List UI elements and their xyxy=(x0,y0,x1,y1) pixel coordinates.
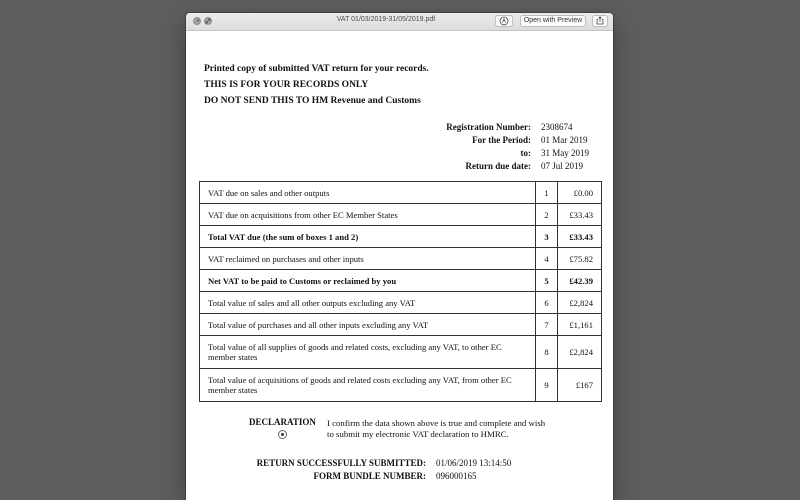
box-number: 7 xyxy=(536,314,558,336)
registration-number-label: Registration Number: xyxy=(446,122,531,132)
window-title: VAT 01/03/2019-31/05/2019.pdf xyxy=(336,16,436,23)
row-description: Total VAT due (the sum of boxes 1 and 2) xyxy=(200,226,536,248)
table-row xyxy=(200,292,602,314)
row-amount: £0.00 xyxy=(558,182,602,204)
declaration-radio[interactable] xyxy=(278,430,287,439)
box-number: 5 xyxy=(536,270,558,292)
row-description: Total value of acquisitions of goods and related costs excluding any VAT, from other EC member states xyxy=(200,369,536,402)
table-row xyxy=(200,226,602,248)
quicklook-window xyxy=(186,13,613,500)
row-amount: £33.43 xyxy=(558,226,602,248)
row-description: Total value of sales and all other outputs excluding any VAT xyxy=(200,292,536,314)
period-start-value: 01 Mar 2019 xyxy=(541,135,588,145)
header-note: Printed copy of submitted VAT return for your records. xyxy=(204,64,429,74)
vat-return-table xyxy=(199,181,602,402)
share-button[interactable] xyxy=(592,15,608,27)
pdf-document xyxy=(186,31,613,500)
period-end-label: to: xyxy=(520,148,531,158)
box-number: 9 xyxy=(536,369,558,402)
share-icon xyxy=(596,16,604,25)
box-number: 4 xyxy=(536,248,558,270)
close-icon: × xyxy=(195,18,201,25)
table-row xyxy=(200,336,602,369)
row-amount: £42.39 xyxy=(558,270,602,292)
box-number: 1 xyxy=(536,182,558,204)
records-only-notice: THIS IS FOR YOUR RECORDS ONLY xyxy=(204,80,369,90)
do-not-send-notice: DO NOT SEND THIS TO HM Revenue and Customs xyxy=(204,96,421,106)
markup-pen-icon xyxy=(499,16,509,26)
form-bundle-label: FORM BUNDLE NUMBER: xyxy=(313,471,426,481)
radio-selected-dot xyxy=(281,433,284,436)
row-description: Net VAT to be paid to Customs or reclaimed by you xyxy=(200,270,536,292)
declaration-title: DECLARATION xyxy=(249,417,316,427)
close-button[interactable] xyxy=(193,17,201,25)
fullscreen-icon xyxy=(205,18,211,24)
markup-button[interactable] xyxy=(495,15,513,27)
table-row xyxy=(200,182,602,204)
period-end-value: 31 May 2019 xyxy=(541,148,589,158)
row-amount: £2,824 xyxy=(558,336,602,369)
table-row xyxy=(200,314,602,336)
row-amount: £1,161 xyxy=(558,314,602,336)
box-number: 8 xyxy=(536,336,558,369)
row-description: Total value of purchases and all other inputs excluding any VAT xyxy=(200,314,536,336)
submission-status-label: RETURN SUCCESSFULLY SUBMITTED: xyxy=(256,458,426,468)
open-with-preview-button[interactable]: Open with Preview xyxy=(520,15,586,27)
period-start-label: For the Period: xyxy=(472,135,531,145)
return-due-value: 07 Jul 2019 xyxy=(541,161,584,171)
declaration-text: I confirm the data shown above is true and complete and wish to submit my electronic VAT declaration to HMRC. xyxy=(327,418,546,439)
fullscreen-button[interactable] xyxy=(204,17,212,25)
form-bundle-number: 096000165 xyxy=(436,471,477,481)
submission-timestamp: 01/06/2019 13:14:50 xyxy=(436,458,512,468)
row-description: Total value of all supplies of goods and related costs, excluding any VAT, to other EC member states xyxy=(200,336,536,369)
row-description: VAT reclaimed on purchases and other inputs xyxy=(200,248,536,270)
row-amount: £75.82 xyxy=(558,248,602,270)
table-row xyxy=(200,248,602,270)
box-number: 3 xyxy=(536,226,558,248)
box-number: 6 xyxy=(536,292,558,314)
registration-number-value: 2308674 xyxy=(541,122,573,132)
row-amount: £167 xyxy=(558,369,602,402)
title-bar xyxy=(186,13,613,31)
row-amount: £2,824 xyxy=(558,292,602,314)
row-description: VAT due on acquisitions from other EC Member States xyxy=(200,204,536,226)
row-amount: £33.43 xyxy=(558,204,602,226)
return-due-label: Return due date: xyxy=(465,161,531,171)
table-row xyxy=(200,270,602,292)
box-number: 2 xyxy=(536,204,558,226)
row-description: VAT due on sales and other outputs xyxy=(200,182,536,204)
table-row xyxy=(200,204,602,226)
table-row xyxy=(200,369,602,402)
